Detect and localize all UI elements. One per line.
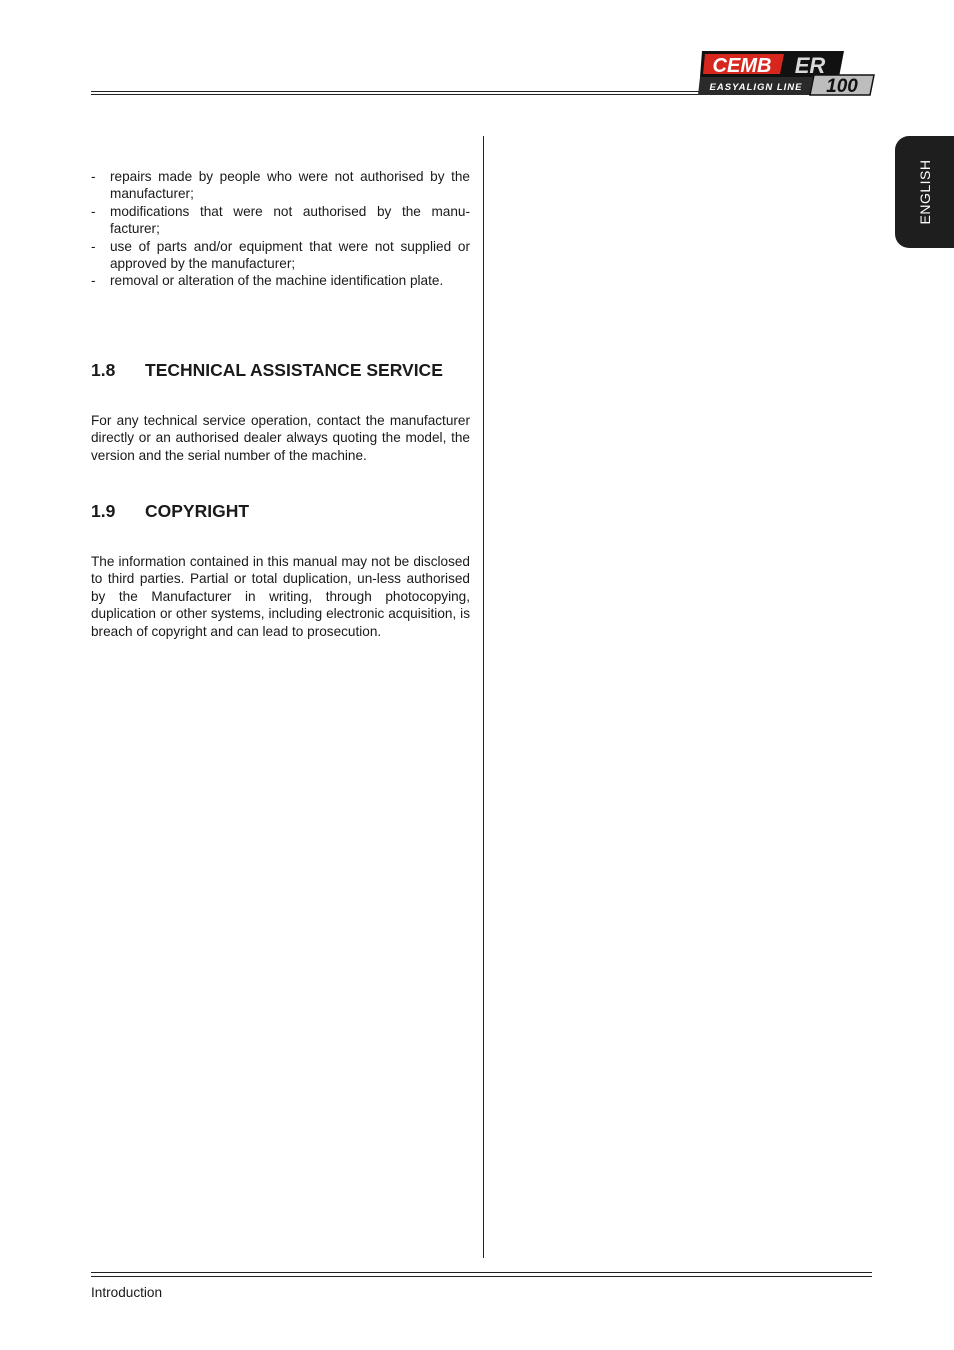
- logo-number: 100: [826, 76, 858, 97]
- section-title: TECHNICAL ASSISTANCE SERVICE: [145, 360, 443, 380]
- header-rule-top: [91, 91, 699, 92]
- logo-model: ER: [794, 53, 826, 78]
- header-rule-bottom: [91, 94, 699, 95]
- footer-chapter-label: Introduction: [91, 1285, 163, 1300]
- column-divider: [483, 136, 484, 1258]
- logo-brand: CEMB: [712, 55, 772, 77]
- cemb-er100-logo: [698, 47, 876, 97]
- list-item: - removal or alteration of the machine identification plate.: [91, 273, 444, 289]
- logo-tagline: EASYALIGN LINE: [709, 82, 803, 93]
- list-item: - use of parts and/or equipment that were not supplied or approved by the manufacturer;: [91, 238, 470, 272]
- exclusion-list: [91, 168, 470, 290]
- section-heading-technical-assistance: [91, 360, 443, 381]
- language-tab[interactable]: [895, 136, 954, 248]
- list-item: - modifications that were not authorised by the manu-facturer;: [91, 203, 470, 237]
- section-heading-copyright: [91, 501, 249, 522]
- section-body-technical-assistance: For any technical service operation, contact the manufacturer directly or an authorised dealer always quoting the model, the version and the serial number of the machine.: [91, 413, 470, 463]
- footer-rule-bottom: [91, 1276, 872, 1277]
- section-number: 1.9: [91, 501, 116, 521]
- list-item: - repairs made by people who were not authorised by the manufacturer;: [91, 169, 470, 202]
- footer-rule-top: [91, 1272, 872, 1273]
- section-title: COPYRIGHT: [145, 501, 250, 521]
- language-tab-label: ENGLISH: [916, 159, 933, 225]
- section-body-copyright: The information contained in this manual may not be disclosed to third parties. Partial or total duplication, un-less authorised by the Manufacturer in writing, through photocopying, duplication or other systems, including electronic acquisition, is breach of copyright and can lead to prosecution.: [91, 554, 470, 639]
- section-number: 1.8: [91, 360, 116, 380]
